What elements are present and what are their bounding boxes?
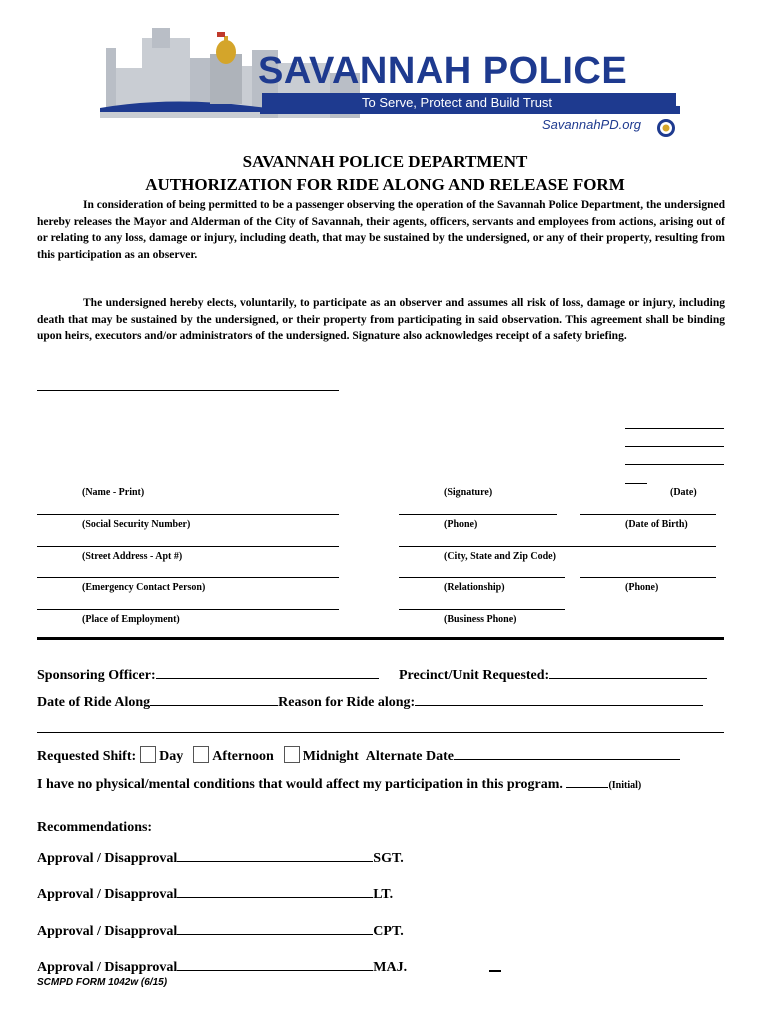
date-line-4[interactable] bbox=[625, 483, 647, 484]
name-print-caption: (Name - Print) bbox=[82, 487, 145, 498]
approval-cpt-field[interactable] bbox=[177, 920, 373, 935]
recommendations-heading: Recommendations: bbox=[37, 820, 153, 835]
date-line-1[interactable] bbox=[625, 428, 724, 429]
rank-maj: MAJ. bbox=[373, 960, 408, 975]
rank-sgt: SGT. bbox=[373, 851, 404, 866]
city-state-zip-line[interactable] bbox=[399, 546, 716, 547]
ride-date-field[interactable] bbox=[150, 691, 278, 706]
shift-afternoon-checkbox[interactable] bbox=[193, 746, 209, 763]
ride-date-row bbox=[37, 691, 703, 711]
initial-field[interactable] bbox=[566, 773, 608, 788]
employment-caption: (Place of Employment) bbox=[82, 614, 180, 625]
phone-line[interactable] bbox=[399, 514, 557, 515]
business-phone-caption: (Business Phone) bbox=[444, 614, 517, 625]
business-phone-line[interactable] bbox=[399, 609, 565, 610]
emergency-phone-caption: (Phone) bbox=[625, 582, 659, 593]
sponsoring-officer-field[interactable] bbox=[156, 664, 379, 679]
employment-line[interactable] bbox=[37, 609, 339, 610]
reason-label: Reason for Ride along: bbox=[278, 695, 416, 710]
police-seal-icon bbox=[657, 119, 675, 137]
shift-midnight-label: Midnight bbox=[302, 749, 359, 764]
title-line-2: AUTHORIZATION FOR RIDE ALONG AND RELEASE FORM bbox=[145, 175, 625, 194]
ride-date-label: Date of Ride Along bbox=[37, 695, 151, 710]
alternate-date-field[interactable] bbox=[454, 745, 680, 760]
emergency-contact-caption: (Emergency Contact Person) bbox=[82, 582, 206, 593]
website-link[interactable]: SavannahPD.org bbox=[542, 117, 642, 132]
emergency-contact-line[interactable] bbox=[37, 577, 339, 578]
shift-row bbox=[37, 745, 680, 765]
sponsoring-officer-row bbox=[37, 664, 379, 684]
city-hall-dome-icon bbox=[210, 32, 242, 104]
emergency-phone-line[interactable] bbox=[580, 577, 716, 578]
shift-day-checkbox[interactable] bbox=[140, 746, 156, 763]
brand-tagline: To Serve, Protect and Build Trust bbox=[262, 93, 676, 112]
approval-label: Approval / Disapproval bbox=[37, 924, 178, 939]
reason-field[interactable] bbox=[415, 691, 703, 706]
form-number: SCMPD FORM 1042w (6/15) bbox=[37, 977, 168, 988]
sponsoring-officer-label: Sponsoring Officer: bbox=[37, 668, 156, 683]
shift-label: Requested Shift: bbox=[37, 749, 137, 764]
precinct-row bbox=[399, 664, 707, 684]
initial-caption: (Initial) bbox=[608, 780, 642, 791]
approval-label: Approval / Disapproval bbox=[37, 851, 178, 866]
title-line-1: SAVANNAH POLICE DEPARTMENT bbox=[242, 152, 528, 171]
signature-caption: (Signature) bbox=[444, 487, 493, 498]
approval-label: Approval / Disapproval bbox=[37, 887, 178, 902]
approval-sgt-field[interactable] bbox=[177, 847, 373, 862]
ssn-caption: (Social Security Number) bbox=[82, 519, 191, 530]
shift-afternoon-label: Afternoon bbox=[212, 749, 274, 764]
approval-label: Approval / Disapproval bbox=[37, 960, 178, 975]
city-state-zip-caption: (City, State and Zip Code) bbox=[444, 551, 556, 562]
relationship-caption: (Relationship) bbox=[444, 582, 505, 593]
date-line-2[interactable] bbox=[625, 446, 724, 447]
release-paragraph: In consideration of being permitted to be a passenger observing the operation of the Savannah Police Department, the undersigned hereby releases the Mayor and Alderman of the City of Savannah, their agents, officers, servants and employees from actions, arising out of or relating to any loss, damage or injury, including death, that may be sustained by the undersigned, or any of their property, resulting from this participation as an observer. bbox=[37, 199, 725, 261]
section-divider bbox=[37, 637, 724, 640]
relationship-line[interactable] bbox=[399, 577, 565, 578]
precinct-field[interactable] bbox=[549, 664, 707, 679]
brand-title: SAVANNAH POLICE bbox=[258, 50, 628, 92]
approval-row-cpt bbox=[37, 920, 404, 940]
conditions-statement: I have no physical/mental conditions that would affect my participation in this program. bbox=[37, 777, 563, 792]
shift-day-label: Day bbox=[159, 749, 184, 764]
street-line[interactable] bbox=[37, 546, 339, 547]
approval-row-sgt bbox=[37, 847, 404, 867]
risk-paragraph: The undersigned hereby elects, voluntarily, to participate as an observer and assumes all risk of loss, damage or injury, including death that may be sustained by the undersigned, or their property from participating in said observation. This agreement shall be binding upon heirs, executors and/or administrators of the undersigned. Signature also acknowledges receipt of a safety briefing. bbox=[37, 297, 725, 342]
date-line-3[interactable] bbox=[625, 464, 724, 465]
reason-extra-line[interactable] bbox=[37, 732, 724, 733]
precinct-label: Precinct/Unit Requested: bbox=[399, 668, 550, 683]
approval-row-maj bbox=[37, 956, 407, 976]
maj-date-mark bbox=[489, 970, 501, 972]
conditions-row bbox=[37, 773, 641, 793]
street-caption: (Street Address - Apt #) bbox=[82, 551, 183, 562]
approval-row-lt bbox=[37, 883, 393, 903]
phone-caption: (Phone) bbox=[444, 519, 478, 530]
approval-maj-field[interactable] bbox=[177, 956, 373, 971]
date-caption: (Date) bbox=[670, 487, 697, 498]
dob-line[interactable] bbox=[580, 514, 716, 515]
name-print-line[interactable] bbox=[37, 390, 339, 391]
rank-cpt: CPT. bbox=[373, 924, 404, 939]
ssn-line[interactable] bbox=[37, 514, 339, 515]
alternate-date-label: Alternate Date bbox=[365, 749, 454, 764]
rank-lt: LT. bbox=[373, 887, 394, 902]
shift-midnight-checkbox[interactable] bbox=[284, 746, 300, 763]
dob-caption: (Date of Birth) bbox=[625, 519, 688, 530]
approval-lt-field[interactable] bbox=[177, 883, 373, 898]
